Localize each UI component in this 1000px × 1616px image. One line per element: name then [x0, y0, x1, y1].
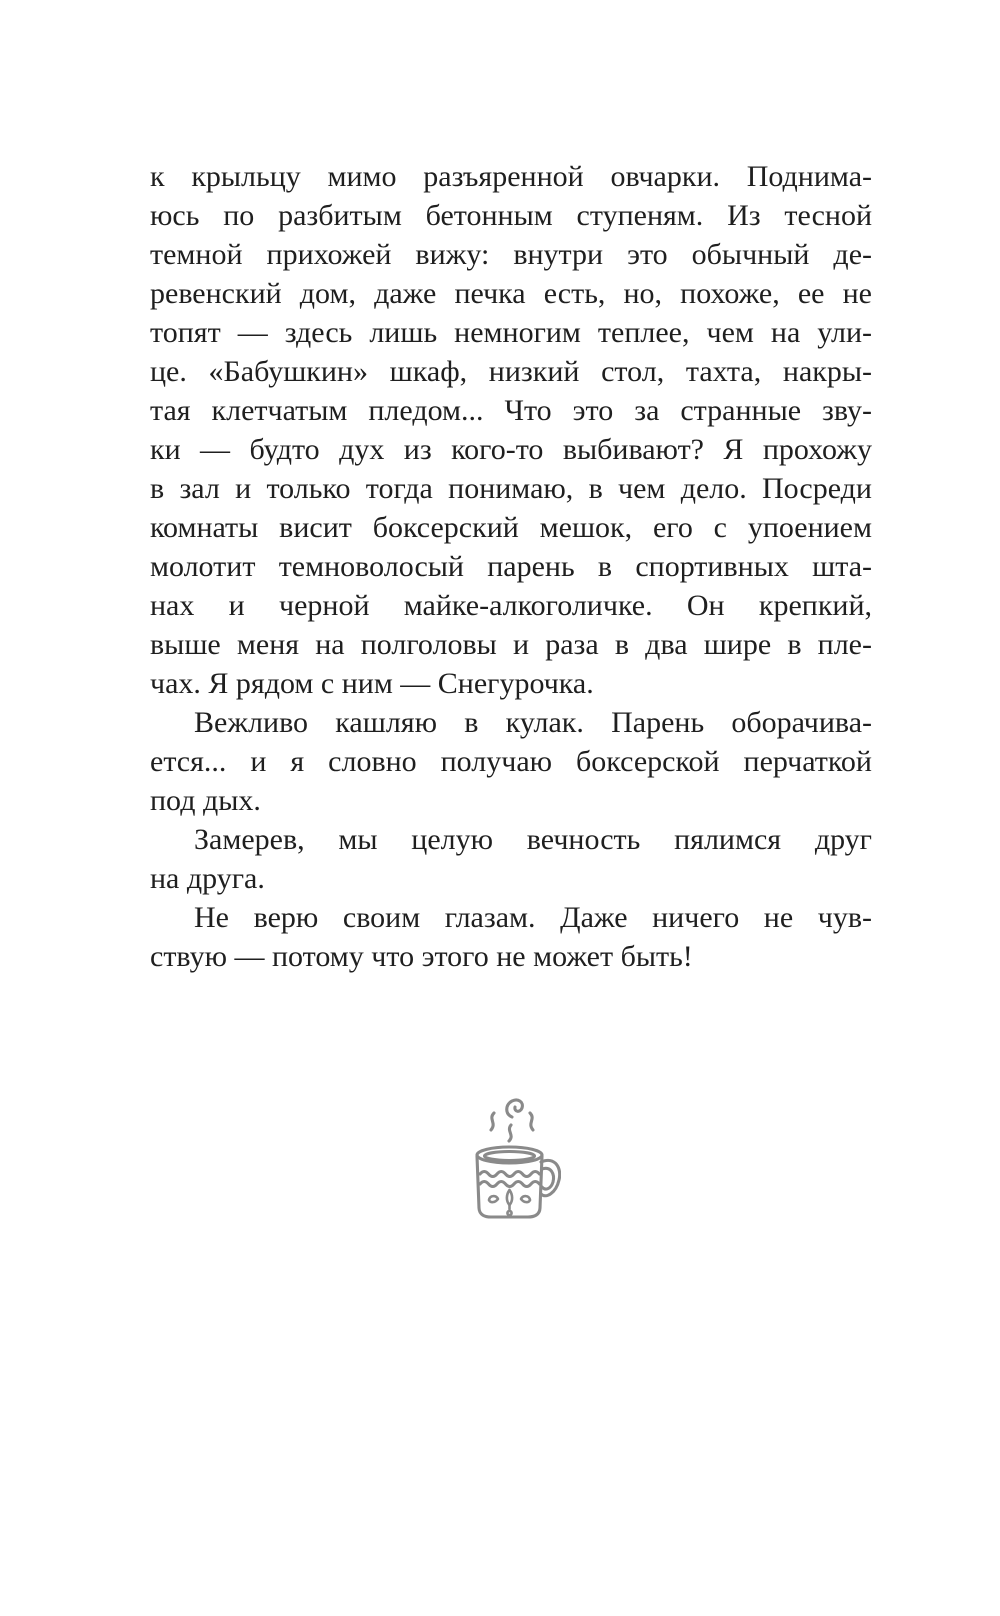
text-line paragraph-start: Вежливо кашляю в кулак. Парень оборачива- [194, 706, 872, 739]
text-line paragraph-start: Не верю своим глазам. Даже ничего не чув- [194, 901, 872, 934]
text-line: ется... и я словно получаю боксерской перчаткой [150, 745, 872, 778]
text-line: юсь по разбитым бетонным ступеням. Из тесной [150, 199, 872, 232]
text-line: в зал и только тогда понимаю, в чем дело. Посреди [150, 472, 872, 505]
body-text [150, 157, 872, 976]
mug-handle [541, 1160, 560, 1195]
text-line paragraph-end: ствую — потому что этого не может быть! [150, 940, 693, 973]
text-line: це. «Бабушкин» шкаф, низкий стол, тахта, накры- [150, 355, 872, 388]
steaming-mug-icon [461, 1096, 561, 1220]
text-line: ревенский дом, даже печка есть, но, похоже, ее не [150, 277, 872, 310]
text-line: выше меня на полголовы и раза в два шире в пле- [150, 628, 872, 661]
text-line: к крыльцу мимо разъяренной овчарки. Поднима- [150, 160, 872, 193]
mug-ornament [489, 1190, 530, 1215]
text-line paragraph-end: чах. Я рядом с ним — Снегурочка. [150, 667, 594, 700]
text-line: молотит темноволосый парень в спортивных шта- [150, 550, 872, 583]
steam-icon [491, 1100, 533, 1141]
text-line: топят — здесь лишь немногим теплее, чем на ули- [150, 316, 872, 349]
text-line: ки — будто дух из кого-то выбивают? Я прохожу [150, 433, 872, 466]
text-line: темной прихожей вижу: внутри это обычный де- [150, 238, 872, 271]
text-line: комнаты висит боксерский мешок, его с упоением [150, 511, 872, 544]
text-line paragraph-start: Замерев, мы целую вечность пялимся друг [194, 823, 872, 856]
text-line paragraph-end: под дых. [150, 784, 261, 817]
text-line paragraph-end: на друга. [150, 862, 265, 895]
text-line: тая клетчатым пледом... Что это за странные зву- [150, 394, 872, 427]
text-line: нах и черной майке-алкоголичке. Он крепкий, [150, 589, 872, 622]
